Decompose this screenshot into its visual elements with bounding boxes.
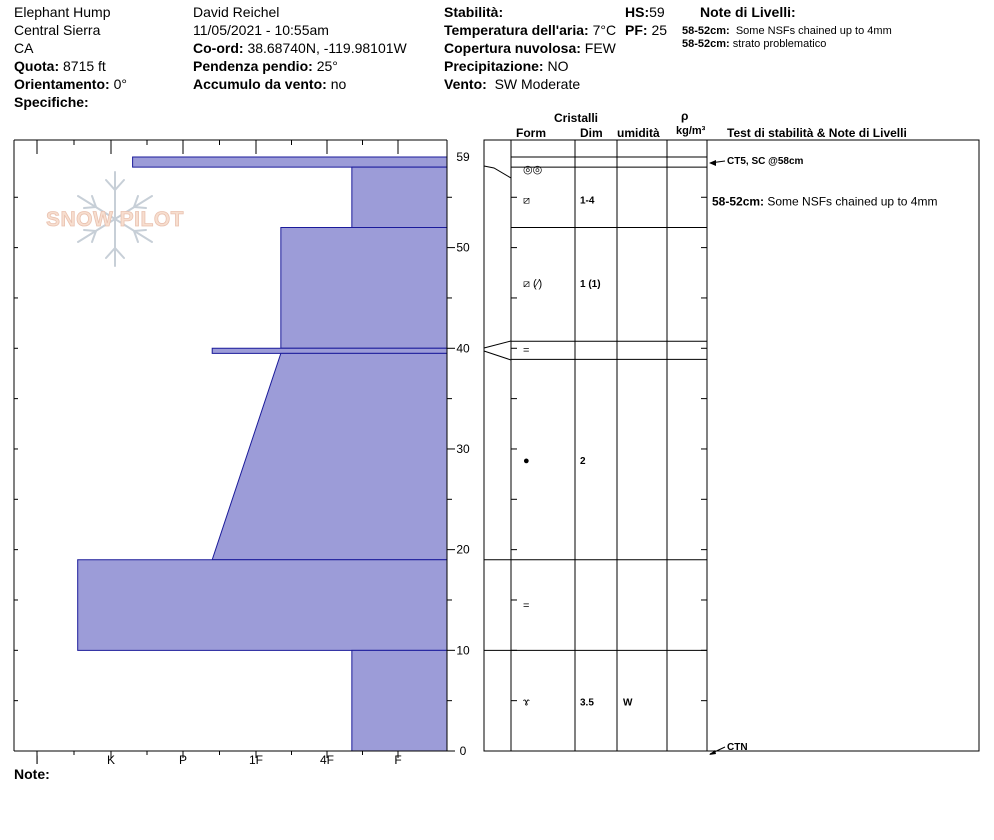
hs-label: HS: (625, 4, 650, 20)
density-symbol: ρ (681, 109, 689, 123)
note-label: Note: (14, 766, 50, 782)
crystals-header: Cristalli (554, 111, 599, 125)
grain-size-label: 1-4 (580, 195, 595, 207)
hardness-tick-label: I (35, 753, 39, 767)
pf-label: PF: (625, 22, 648, 38)
hardness-bar (212, 353, 447, 559)
precip-value: NO (547, 58, 569, 74)
layer-side-note (712, 194, 937, 208)
layer-connector (484, 341, 511, 348)
size-header: Dim (580, 126, 603, 140)
layer-note-depth: 58-52cm: (682, 25, 730, 37)
hardness-tick-label: 1F (248, 753, 264, 767)
observation-datetime: 11/05/2021 - 10:55am (193, 22, 329, 38)
side-note-text: Some NSFs chained up to 4mm (767, 194, 938, 209)
wind-loading-value: no (330, 76, 347, 92)
depth-tick-label: 40 (456, 341, 470, 356)
depth-tick-label: 10 (456, 643, 470, 658)
coord-value: 38.68740N, -119.98101W (247, 40, 407, 56)
table-frame (484, 140, 979, 751)
stability-test-label: CTN (727, 741, 748, 753)
layer-connector (484, 351, 511, 360)
hardness-bar (133, 157, 447, 167)
location-name: Elephant Hump (14, 4, 111, 20)
air-temp-value: 7°C (592, 22, 617, 38)
density-unit: kg/m³ (676, 125, 706, 137)
wind-value: SW Moderate (494, 76, 581, 92)
grain-size-label: 1 (1) (580, 278, 601, 290)
hardness-profile (78, 157, 447, 751)
tests-header: Test di stabilità & Note di Livelli (727, 126, 907, 140)
cloud-label: Copertura nuvolosa: (444, 40, 581, 56)
cloud-value: FEW (584, 40, 616, 56)
stability-label: Stabilità: (444, 4, 504, 20)
grain-form-symbol: ⧄ (⁄) (523, 277, 543, 290)
form-header: Form (516, 126, 546, 140)
aspect-value: 0° (113, 76, 127, 92)
layer-note-depth: 58-52cm: (682, 38, 730, 50)
hardness-tick-label: P (178, 753, 188, 767)
layer-note-text: strato problematico (732, 38, 827, 50)
grain-form-symbol: ● (523, 455, 530, 468)
depth-tick-label: 59 (456, 150, 470, 164)
grain-form-symbol: ◎◎ (523, 164, 543, 177)
hardness-bar (212, 348, 447, 353)
layer-connector (484, 166, 511, 178)
depth-tick-label: 30 (456, 441, 470, 456)
hs-value: 59 (649, 4, 665, 20)
pf-value: 25 (651, 22, 668, 38)
hardness-bar (352, 167, 447, 227)
grain-size-label: 3.5 (580, 697, 594, 709)
stability-test-label: CT5, SC @58cm (727, 156, 804, 168)
hardness-bar (281, 227, 447, 348)
hardness-tick-label: K (106, 753, 116, 767)
moisture-label: W (623, 697, 633, 709)
aspect-label: Orientamento: (14, 76, 110, 92)
precip-label: Precipitazione: (444, 58, 544, 74)
depth-tick-label: 50 (456, 240, 470, 255)
depth-tick-label: 20 (456, 542, 470, 557)
specifics-label: Specifiche: (14, 94, 89, 110)
logo-text: SNOW PILOT (46, 208, 184, 231)
moisture-header: umidità (617, 126, 660, 140)
snowpilot-logo (46, 172, 184, 266)
state-name: CA (14, 40, 34, 56)
hardness-bar (352, 650, 447, 751)
side-note-depth: 58-52cm: (712, 194, 768, 209)
layer-notes-title: Note di Livelli: (700, 4, 796, 20)
elevation-value: 8715 ft (63, 58, 106, 74)
grain-form-symbol: = (523, 344, 530, 357)
hardness-tick-label: 4F (319, 753, 335, 767)
hardness-bar (78, 560, 447, 651)
layer-note-text: Some NSFs chained up to 4mm (735, 25, 892, 37)
slope-value: 25° (316, 58, 338, 74)
air-temp-label: Temperatura dell'aria: (444, 22, 589, 38)
crystal-table (484, 140, 979, 755)
elevation-label: Quota: (14, 58, 60, 74)
range-name: Central Sierra (14, 22, 101, 38)
test-arrowhead (709, 160, 716, 166)
depth-tick-label: 0 (459, 744, 467, 758)
wind-label: Vento: (444, 76, 487, 92)
wind-loading-label: Accumulo da vento: (193, 76, 327, 92)
hardness-tick-label: F (394, 753, 402, 767)
observer-name: David Reichel (193, 4, 280, 20)
grain-form-symbol: ⧄ (523, 194, 530, 207)
grain-form-symbol: ɤ (523, 696, 530, 709)
grain-size-label: 2 (580, 456, 586, 468)
grain-form-symbol: = (523, 600, 530, 613)
slope-label: Pendenza pendio: (193, 58, 313, 74)
coord-label: Co-ord: (193, 40, 244, 56)
